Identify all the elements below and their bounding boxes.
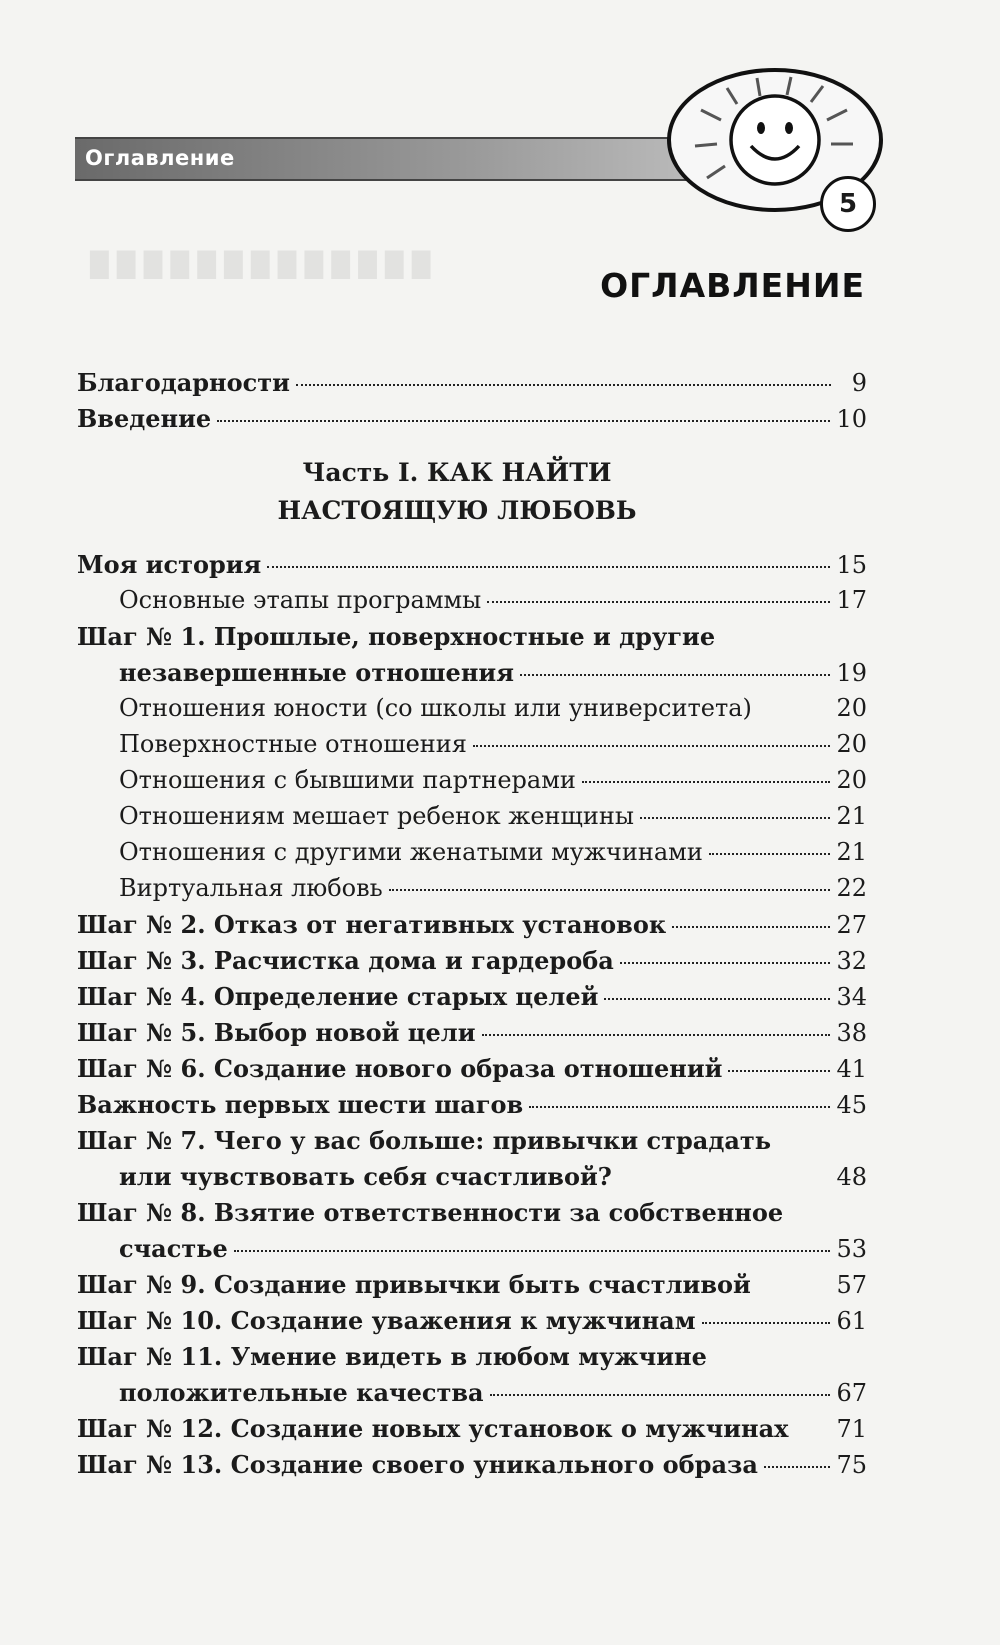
dot-leader	[618, 1178, 831, 1180]
toc-entry-page: 10	[836, 405, 867, 433]
toc-entry[interactable]	[77, 1018, 867, 1054]
dot-leader	[520, 674, 831, 676]
toc-subentry[interactable]	[77, 766, 867, 802]
toc-entry[interactable]	[77, 1234, 867, 1270]
toc-entry-title-cont: или чувствовать себя счастливой?	[119, 1162, 612, 1191]
toc-entry-page: 57	[836, 1271, 867, 1299]
toc-entry-page: 71	[836, 1415, 867, 1443]
toc-entry-title: Шаг № 9. Создание привычки быть счастливой	[77, 1270, 751, 1299]
toc-subentry[interactable]	[77, 838, 867, 874]
toc-entry[interactable]	[77, 368, 867, 404]
toc-entry-page: 48	[836, 1163, 867, 1191]
toc-entry-page: 21	[836, 802, 867, 830]
toc-entry-title: Шаг № 3. Расчистка дома и гардероба	[77, 946, 614, 975]
toc-entry[interactable]	[77, 1054, 867, 1090]
page-number: 5	[820, 176, 876, 232]
toc-entry-title: Виртуальная любовь	[119, 874, 383, 902]
dot-leader	[709, 853, 831, 855]
toc-subentry[interactable]	[77, 586, 867, 622]
toc-entry-page: 22	[836, 874, 867, 902]
toc-entry-title: Отношения с другими женатыми мужчинами	[119, 838, 703, 866]
toc-entry-title-cont: незавершенные отношения	[119, 658, 514, 687]
show-through-text: █ █ █ █ █ █ █ █ █ █ █ █ █	[90, 250, 431, 279]
toc-entry-page: 41	[836, 1055, 867, 1083]
toc-entry-title: Шаг № 10. Создание уважения к мужчинам	[77, 1306, 696, 1335]
toc-entry-title: Шаг № 2. Отказ от негативных установок	[77, 910, 667, 939]
toc-entry-page: 61	[836, 1307, 867, 1335]
toc-entry-page: 75	[836, 1451, 867, 1479]
toc-entry-page: 9	[851, 369, 867, 397]
dot-leader	[582, 781, 831, 783]
toc-entry-title: Отношения с бывшими партнерами	[119, 766, 576, 794]
toc-entry-title-cont: положительные качества	[119, 1378, 484, 1407]
toc-entry-title: Отношениям мешает ребенок женщины	[119, 802, 634, 830]
dot-leader	[604, 998, 830, 1000]
toc-entry[interactable]	[77, 404, 867, 440]
toc-entry-title: Поверхностные отношения	[119, 730, 467, 758]
toc-entry[interactable]	[77, 1090, 867, 1126]
dot-leader	[487, 601, 830, 603]
toc-entry-page: 67	[836, 1379, 867, 1407]
dot-leader	[389, 889, 831, 891]
toc-entry[interactable]	[77, 1414, 867, 1450]
toc-entry-page: 38	[836, 1019, 867, 1047]
toc-entry[interactable]	[77, 910, 867, 946]
toc-entry[interactable]	[77, 1450, 867, 1486]
dot-leader	[764, 1466, 831, 1468]
page-title: ОГЛАВЛЕНИЕ	[600, 266, 865, 305]
toc-entry-title: Благодарности	[77, 368, 290, 397]
toc-entry[interactable]	[77, 1378, 867, 1414]
toc-entry[interactable]	[77, 550, 867, 586]
dot-leader	[620, 962, 831, 964]
dot-leader	[296, 384, 831, 386]
part-heading	[107, 440, 807, 550]
toc-subentry[interactable]	[77, 802, 867, 838]
toc-subentry[interactable]	[77, 694, 867, 730]
dot-leader	[267, 566, 830, 568]
toc-entry-title-line-1[interactable]: Шаг № 7. Чего у вас больше: привычки страдать	[77, 1126, 772, 1155]
running-header-title: Оглавление	[85, 146, 235, 170]
dot-leader	[758, 709, 831, 711]
dot-leader	[794, 1430, 830, 1432]
toc-entry-title: Шаг № 13. Создание своего уникального образа	[77, 1450, 758, 1479]
toc-entry[interactable]	[77, 658, 867, 694]
part-heading-line-2: НАСТОЯЩУЮ ЛЮБОВЬ	[277, 496, 637, 525]
toc-entry-title: Моя история	[77, 550, 262, 579]
toc-entry-page: 15	[836, 551, 867, 579]
toc-entry-page: 20	[836, 766, 867, 794]
toc-entry[interactable]	[77, 1162, 867, 1198]
dot-leader	[473, 745, 831, 747]
toc-entry[interactable]	[77, 1270, 867, 1306]
toc-entry[interactable]	[77, 982, 867, 1018]
toc-entry-title-line-1[interactable]: Шаг № 1. Прошлые, поверхностные и другие	[77, 622, 716, 651]
toc-subentry[interactable]	[77, 730, 867, 766]
toc-subentry[interactable]	[77, 874, 867, 910]
dot-leader	[490, 1394, 831, 1396]
dot-leader	[702, 1322, 831, 1324]
toc-entry-page: 27	[836, 911, 867, 939]
dot-leader	[640, 817, 831, 819]
toc-entry-title: Введение	[77, 404, 212, 433]
toc-entry-title: Шаг № 4. Определение старых целей	[77, 982, 599, 1011]
dot-leader	[672, 926, 830, 928]
toc-entry-title-cont: счастье	[119, 1234, 228, 1263]
dot-leader	[757, 1286, 831, 1288]
toc-entry-title: Основные этапы программы	[119, 586, 482, 614]
toc-entry-page: 21	[836, 838, 867, 866]
toc-entry-title: Шаг № 5. Выбор новой цели	[77, 1018, 476, 1047]
toc-entry-page: 45	[836, 1091, 867, 1119]
table-of-contents	[77, 368, 867, 1486]
toc-entry-title: Шаг № 6. Создание нового образа отношений	[77, 1054, 723, 1083]
toc-entry-page: 19	[836, 659, 867, 687]
toc-entry-page: 34	[836, 983, 867, 1011]
dot-leader	[234, 1250, 831, 1252]
dot-leader	[529, 1106, 830, 1108]
toc-entry-page: 17	[836, 586, 867, 614]
toc-entry[interactable]	[77, 1306, 867, 1342]
toc-entry[interactable]	[77, 946, 867, 982]
toc-entry-title: Важность первых шести шагов	[77, 1090, 524, 1119]
dot-leader	[728, 1070, 830, 1072]
toc-entry-page: 20	[836, 694, 867, 722]
part-heading-line-1: Часть I. КАК НАЙТИ	[302, 458, 612, 487]
toc-entry-title-line-1[interactable]: Шаг № 11. Умение видеть в любом мужчине	[77, 1342, 707, 1371]
toc-entry-page: 20	[836, 730, 867, 758]
toc-entry-title-line-1[interactable]: Шаг № 8. Взятие ответственности за собственное	[77, 1198, 784, 1227]
dot-leader	[482, 1034, 831, 1036]
toc-entry-page: 53	[836, 1235, 867, 1263]
dot-leader	[217, 420, 830, 422]
toc-entry-page: 32	[836, 947, 867, 975]
toc-entry-title: Шаг № 12. Создание новых установок о мужчинах	[77, 1414, 789, 1443]
toc-entry-title: Отношения юности (со школы или университета)	[119, 694, 752, 722]
